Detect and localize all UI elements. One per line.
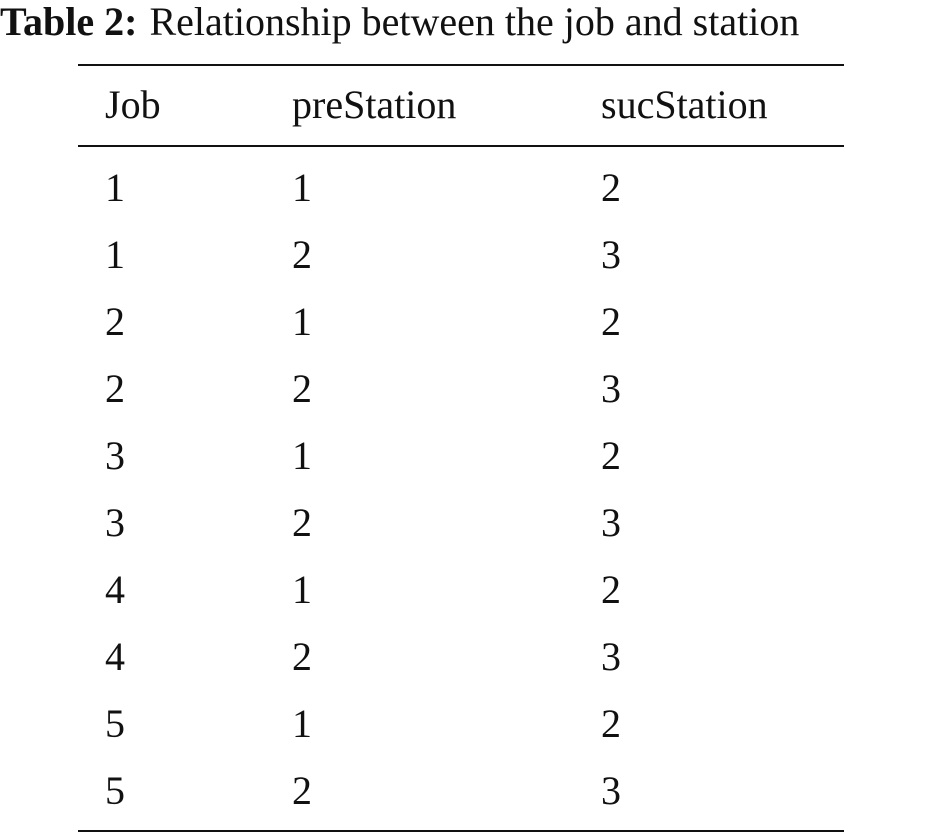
table-row (78, 624, 844, 690)
cell-job: 4 (105, 567, 125, 612)
table-row (78, 155, 844, 221)
cell-prestation: 2 (292, 634, 312, 679)
cell-job: 2 (105, 299, 125, 344)
table-row (78, 691, 844, 757)
cell-sucstation: 3 (601, 232, 621, 277)
cell-prestation: 2 (292, 232, 312, 277)
table-row (78, 289, 844, 355)
cell-job: 3 (105, 500, 125, 545)
table-header-rule (78, 145, 844, 147)
cell-prestation: 2 (292, 366, 312, 411)
table-bottom-rule (78, 830, 844, 832)
cell-prestation: 2 (292, 500, 312, 545)
cell-prestation: 2 (292, 768, 312, 813)
cell-prestation: 1 (292, 701, 312, 746)
table-caption-label: Table 2: (0, 0, 138, 44)
cell-job: 1 (105, 165, 125, 210)
cell-prestation: 1 (292, 433, 312, 478)
table-header-row (78, 72, 844, 138)
table-row (78, 222, 844, 288)
cell-job: 4 (105, 634, 125, 679)
table-row (78, 423, 844, 489)
cell-job: 5 (105, 768, 125, 813)
cell-sucstation: 3 (601, 768, 621, 813)
header-sucstation: sucStation (601, 82, 768, 127)
cell-sucstation: 2 (601, 299, 621, 344)
cell-prestation: 1 (292, 567, 312, 612)
table-row (78, 356, 844, 422)
cell-sucstation: 2 (601, 165, 621, 210)
table-caption (0, 0, 799, 44)
cell-prestation: 1 (292, 299, 312, 344)
cell-sucstation: 3 (601, 366, 621, 411)
table-caption-text: Relationship between the job and station (149, 0, 800, 44)
table-row (78, 557, 844, 623)
cell-sucstation: 2 (601, 433, 621, 478)
cell-sucstation: 2 (601, 701, 621, 746)
cell-job: 2 (105, 366, 125, 411)
cell-sucstation: 2 (601, 567, 621, 612)
table-top-rule (78, 64, 844, 66)
cell-sucstation: 3 (601, 500, 621, 545)
header-job: Job (105, 82, 161, 127)
header-prestation: preStation (292, 82, 457, 127)
cell-job: 3 (105, 433, 125, 478)
table-row (78, 490, 844, 556)
cell-job: 5 (105, 701, 125, 746)
cell-prestation: 1 (292, 165, 312, 210)
table-row (78, 758, 844, 824)
cell-job: 1 (105, 232, 125, 277)
cell-sucstation: 3 (601, 634, 621, 679)
